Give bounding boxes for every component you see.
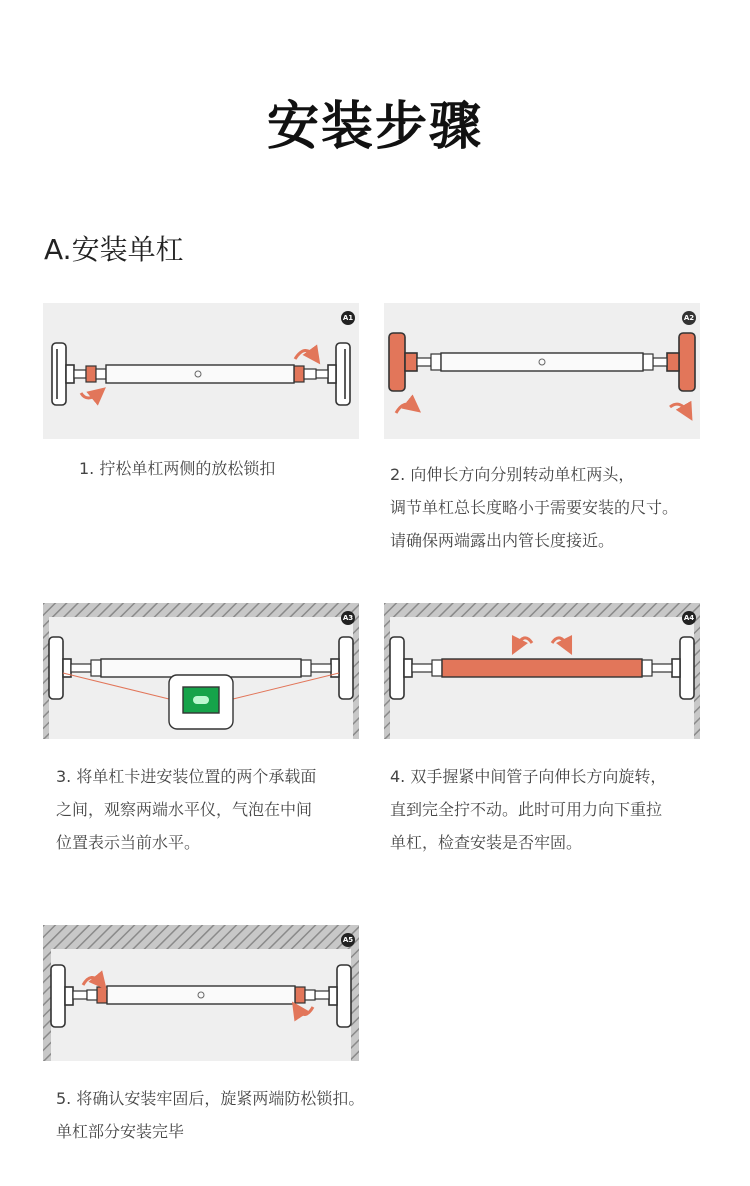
rotate-arrow-right [295, 350, 315, 359]
step-badge: A2 [682, 311, 696, 325]
wall-top [43, 603, 359, 617]
step-1-illustration [43, 303, 359, 439]
step-badge: A1 [341, 311, 355, 325]
lock-nut-right [295, 987, 305, 1003]
step-line: 位置表示当前水平。 [56, 833, 201, 852]
bar-tube [106, 365, 294, 383]
step-2-illustration [384, 303, 700, 439]
step-5-illustration [43, 925, 359, 1061]
pull-up-bar-diagram [384, 303, 700, 439]
rotate-arrow-left [81, 393, 99, 398]
lock-nut-left [86, 366, 96, 382]
step-5-text [56, 1082, 364, 1148]
step-line: 请确保两端露出内管长度接近。 [390, 531, 615, 550]
step-line: 单杠部分安装完毕 [56, 1122, 185, 1141]
rotate-arrow-right [670, 404, 688, 413]
wall-top [384, 603, 700, 617]
pull-up-bar-diagram [43, 603, 359, 739]
step-line: 3. 将单杠卡进安装位置的两个承载面 [56, 767, 317, 786]
step-line: 之间，观察两端水平仪，气泡在中间 [56, 800, 313, 819]
wall-left [43, 617, 49, 739]
wall-left [384, 617, 390, 739]
pull-up-bar-diagram [384, 603, 700, 739]
rotate-arrow-left [516, 638, 532, 647]
step-1-text [79, 452, 275, 485]
step-line: 直到完全拧不动。此时可用力向下重拉 [390, 800, 663, 819]
wall-left [43, 949, 51, 1061]
step-2-text [390, 458, 678, 557]
end-cap-left [52, 343, 74, 405]
bar-tube [101, 659, 301, 677]
step-line: 单杠，检查安装是否牢固。 [390, 833, 583, 852]
wall-right [351, 949, 359, 1061]
pull-up-bar-diagram [43, 925, 359, 1061]
step-line: 1. 拧松单杠两侧的放松锁扣 [79, 459, 276, 478]
wall-right [694, 617, 700, 739]
step-3-illustration [43, 603, 359, 739]
page-title: 安装步骤 [266, 97, 483, 157]
step-badge: A3 [341, 611, 355, 625]
step-line: 2. 向伸长方向分别转动单杠两头， [390, 465, 635, 484]
step-badge: A5 [341, 933, 355, 947]
bar-tube [441, 353, 643, 371]
rotate-arrow-right [552, 638, 568, 647]
step-line: 5. 将确认安装牢固后，旋紧两端防松锁扣。 [56, 1089, 365, 1108]
end-cap-left [389, 333, 417, 391]
step-line: 调节单杠总长度略小于需要安装的尺寸。 [390, 498, 679, 517]
end-cap-right [328, 343, 350, 405]
section-title: A.安装单杠 [44, 233, 184, 266]
rotate-arrow-left [83, 977, 101, 985]
step-3-text [56, 760, 316, 859]
wall-top [43, 925, 359, 949]
lock-nut-right [294, 366, 304, 382]
end-cap-right [667, 333, 695, 391]
spirit-level [169, 675, 233, 729]
step-badge: A4 [682, 611, 696, 625]
lock-nut-left [97, 987, 107, 1003]
rotate-arrow-left [396, 404, 414, 413]
bar-tube [107, 986, 295, 1004]
pull-up-bar-diagram [43, 303, 359, 439]
step-4-text [390, 760, 666, 859]
bar-tube [442, 659, 642, 677]
step-line: 4. 双手握紧中间管子向伸长方向旋转， [390, 767, 667, 786]
wall-right [353, 617, 359, 739]
rotate-arrow-right [297, 1007, 313, 1015]
step-4-illustration [384, 603, 700, 739]
